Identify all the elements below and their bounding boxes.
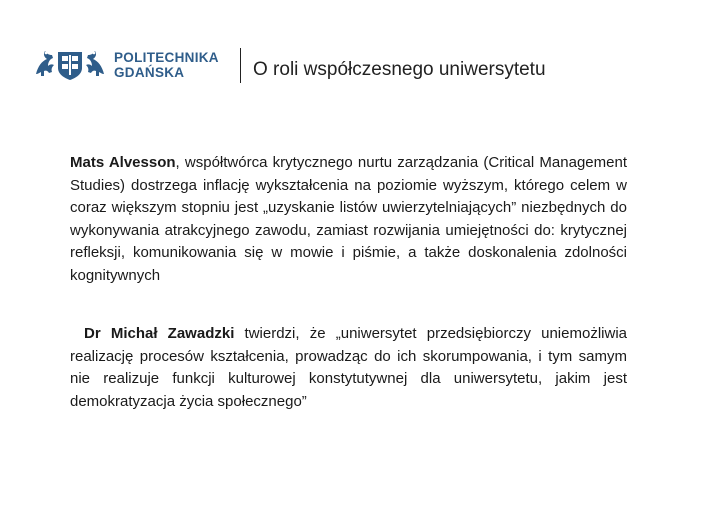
paragraph-alvesson [70, 152, 627, 287]
logo-line-2: GDAŃSKA [114, 65, 185, 80]
slide-header [0, 0, 720, 110]
author-name: Mats Alvesson [70, 154, 176, 171]
slide-body [70, 152, 627, 413]
author-name: Dr Michał Zawadzki [84, 325, 235, 342]
university-logo [34, 46, 224, 82]
slide-title: O roli współczesnego uniwersytetu [253, 59, 546, 80]
logo-line-1: POLITECHNIKA [114, 50, 219, 65]
university-crest-icon [34, 46, 106, 82]
paragraph-text: , współtwórca krytycznego nurtu zarządzania (Critical Management Studies) dostrzega inflację wykształcenia na poziomie wyższym, którego celem w coraz większym stopniu jest „uzyskanie listów uwierzytelniających” niezbędnych do wykonywania atrakcyjnego zawodu, zamiast rozwijania umiejętności do: krytycznej refleksji, komunikowania się w mowie i piśmie, a także doskonalenia zdolności kognitywnych [70, 154, 627, 284]
logo-wordmark [114, 50, 219, 80]
paragraph-zawadzki [70, 323, 627, 413]
paragraph-text: twierdzi, że „uniwersytet przedsiębiorczy uniemożliwia realizację procesów kształcenia, prowadząc do ich skorumpowania, i tym samym nie realizuje funkcji kulturowej konstytutywnej dla uniwersytetu, jakim jest demokratyzacja życia społecznego” [70, 325, 627, 410]
header-divider [240, 48, 241, 83]
